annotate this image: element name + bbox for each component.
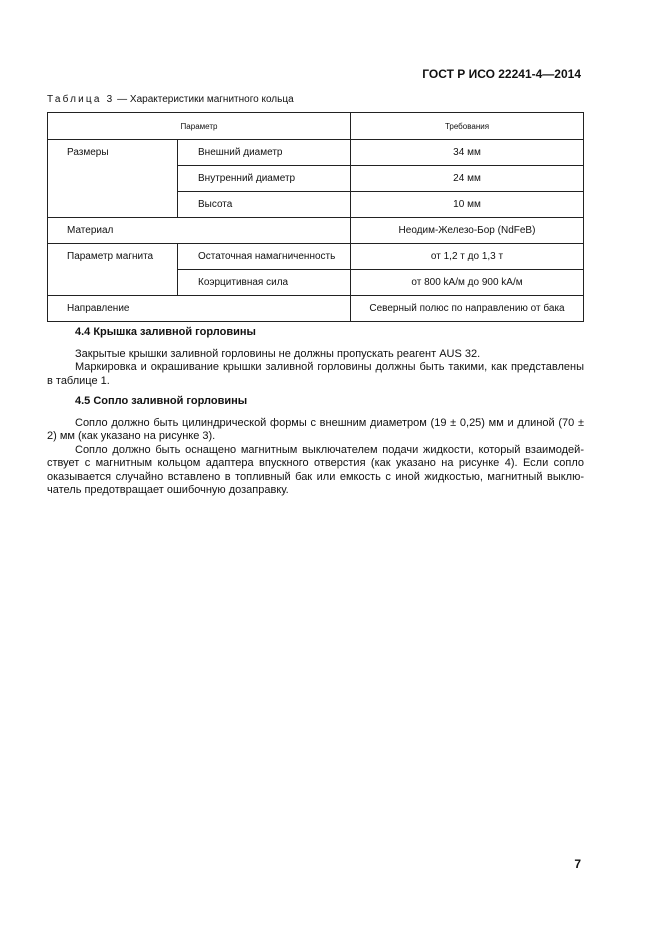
value-inner-diameter: 24 мм	[351, 166, 584, 192]
document-id: ГОСТ Р ИСО 22241-4—2014	[422, 67, 581, 81]
page-number: 7	[574, 857, 581, 871]
paragraph: Сопло должно быть оснащено магнитным выключателем подачи жидкости, который взаимодей-ствует с магнитным кольцом адаптера впускного отверстия (как указано на рисунке 4). Если сопло оказывается случайно вставлено в топливный бак или емкость с иной жидкостью, магнитный выклю-чатель предотвращает ошибочную дозаправку.	[47, 443, 584, 496]
table-header-row	[48, 113, 584, 140]
section-heading-4-4: 4.4 Крышка заливной горловины	[75, 326, 256, 338]
param-coercive-force: Коэрцитивная сила	[178, 270, 351, 296]
row-label-sizes: Размеры	[48, 140, 178, 218]
header-param: Параметр	[48, 113, 351, 140]
value-height: 10 мм	[351, 192, 584, 218]
param-remanence: Остаточная намагниченность	[178, 244, 351, 270]
value-material: Неодим-Железо-Бор (NdFeB)	[351, 218, 584, 244]
paragraph: Маркировка и окрашивание крышки заливной горловины должны быть такими, как представлены в таблице 1.	[47, 361, 584, 387]
value-coercive-force: от 800 kA/м до 900 kA/м	[351, 270, 584, 296]
row-label-direction: Направление	[48, 296, 351, 322]
table-row	[48, 140, 584, 166]
header-requirements: Требования	[351, 113, 584, 140]
value-remanence: от 1,2 т до 1,3 т	[351, 244, 584, 270]
magnet-ring-table	[47, 112, 584, 322]
table-row	[48, 244, 584, 270]
body-text	[47, 326, 584, 498]
table-caption	[47, 94, 294, 105]
table-row	[48, 296, 584, 322]
paragraph: Закрытые крышки заливной горловины не должны пропускать реагент AUS 32.	[75, 347, 481, 360]
paragraph: Сопло должно быть цилиндрической формы с внешним диаметром (19 ± 0,25) мм и длиной (70 ± 2) мм (как указано на рисунке 3).	[47, 416, 584, 442]
table-caption-text: — Характеристики магнитного кольца	[114, 94, 294, 105]
param-outer-diameter: Внешний диаметр	[178, 140, 351, 166]
value-direction: Северный полюс по направлению от бака	[351, 296, 584, 322]
table-caption-prefix: Таблица 3	[47, 94, 115, 105]
param-inner-diameter: Внутренний диаметр	[178, 166, 351, 192]
table-row	[48, 218, 584, 244]
section-heading-4-5: 4.5 Сопло заливной горловины	[75, 395, 248, 407]
row-label-material: Материал	[48, 218, 351, 244]
param-height: Высота	[178, 192, 351, 218]
value-outer-diameter: 34 мм	[351, 140, 584, 166]
row-label-magnet: Параметр магнита	[48, 244, 178, 296]
